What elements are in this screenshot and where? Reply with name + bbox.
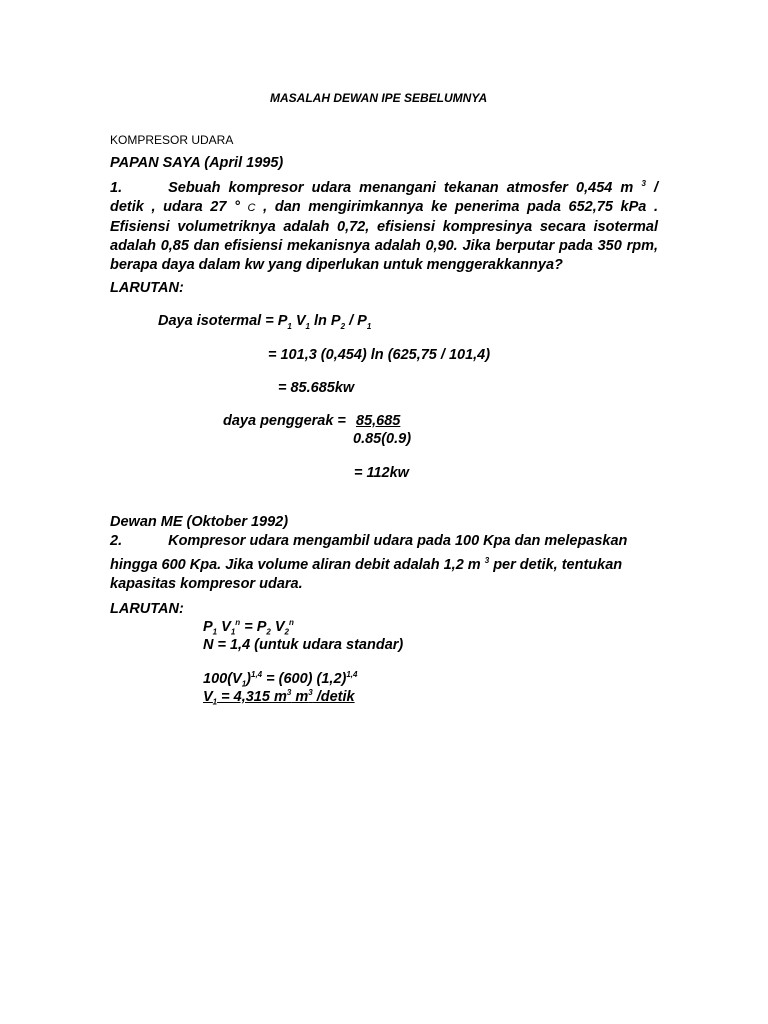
problem1-eq5: = 112kw [354,465,409,481]
p2eq1-sub4: 2 [284,627,289,637]
eq1-sub1: 1 [287,321,292,331]
problem2-statement [110,532,658,594]
p2eq3-exp2: 1,4 [346,670,358,679]
p2eq4-a: V [203,688,213,705]
p2eq3-c: = (600) (1,2) [262,670,347,687]
eq1-ln: ln P [309,313,341,329]
problem1-text-a: Sebuah kompresor udara menangani tekanan atmosfer 0,454 m [168,179,634,196]
problem1-sup-a: 3 [641,179,646,188]
p2eq1-v1: V [217,618,231,635]
p2eq4-exp1: 3 [286,688,292,697]
p2eq3-sub1: 1 [241,679,247,689]
eq1-sub3: 2 [340,321,346,331]
page-title: MASALAH DEWAN IPE SEBELUMNYA [270,91,488,105]
problem1-text-c: , dan mengirimkannya ke penerima pada 652,75 kPa . Efisiensi volumetriknya adalah 0,72, efisiensi kompresinya secara isotermal adalah 0,85 dan efisiensi mekanisnya adalah 0,90. Jika berputar pada 350 rpm, berapa daya dalam kw yang diperlukan untuk menggerakkannya? [110,198,659,273]
p2eq3-a: 100(V [203,670,242,687]
p2eq1-sub1: 1 [212,627,218,637]
p2eq1-n1: n [235,618,241,627]
eq1-sub4: 1 [366,321,372,331]
p2eq4-c: m [291,688,309,705]
p2eq4-b: = 4,315 m [217,688,287,705]
problem2-sup-a: 3 [484,556,490,565]
p2eq4-sub1: 1 [212,697,218,707]
problem2-eq4 [203,688,355,707]
problem2-number: 2. [110,533,123,549]
problem2-text-b: per detik, tentukan kapasitas kompresor udara. [110,556,623,592]
p2eq3-exp1: 1,4 [251,670,263,679]
p2eq1-eq: = P [240,618,267,635]
problem2-eq2: N = 1,4 (untuk udara standar) [203,637,404,653]
problem1-number: 1. [110,179,123,196]
p2eq1-n2: n [288,618,294,627]
p2eq1-sub3: 2 [266,627,271,637]
problem1-eq4-denominator: 0.85(0.9) [353,431,412,447]
problem1-statement [110,174,658,275]
section-title: KOMPRESOR UDARA [110,133,234,147]
p2eq1-p1: P [203,618,213,635]
eq1-sub2: 1 [305,321,310,331]
problem1-eq4-numerator: 85,685 [356,413,401,429]
problem1-solution-label: LARUTAN: [110,280,184,296]
problem1-eq4-label: daya penggerak = [223,413,346,429]
problem2-solution-label: LARUTAN: [110,601,184,617]
problem1-source: PAPAN SAYA (April 1995) [110,155,284,171]
problem1-eq1 [158,313,371,331]
p2eq1-v2: V [270,618,285,635]
problem1-eq2: = 101,3 (0,454) ln (625,75 / 101,4) [268,347,491,363]
problem1-unit-c: C [247,201,256,214]
problem2-source: Dewan ME (Oktober 1992) [110,514,289,530]
p2eq3-b: ) [246,670,251,687]
p2eq4-exp2: 3 [308,688,313,697]
problem2-text-a: Kompresor udara mengambil udara pada 100 Kpa dan melepaskan hingga 600 Kpa. Jika volume aliran debit adalah 1,2 m [110,533,628,573]
p2eq4-d: /detik [312,688,355,705]
p2eq1-sub2: 1 [230,627,236,637]
problem1-eq3: = 85.685kw [278,380,355,396]
problem2-eq1 [203,618,294,637]
eq1-v: V [291,313,306,329]
eq1-div: / P [345,313,367,329]
problem2-eq3 [203,670,357,689]
problem1-text-b: / detik , udara 27 ° [110,179,659,215]
eq1-lhs: Daya isotermal = P [158,313,288,329]
